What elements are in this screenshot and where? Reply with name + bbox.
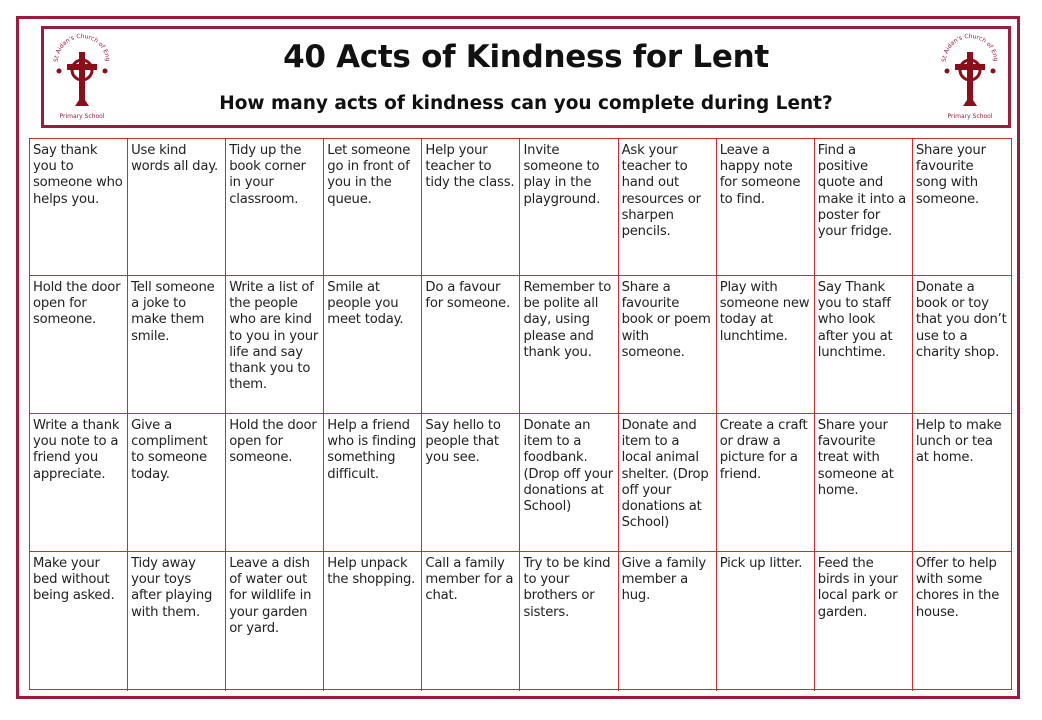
svg-text:Primary School: Primary School <box>59 113 105 120</box>
act-cell: Say thank you to someone who helps you. <box>30 139 128 276</box>
act-cell: Write a list of the people who are kind to you in your life and say thank you to them. <box>226 276 324 414</box>
act-cell: Try to be kind to your brothers or sisters. <box>520 552 618 691</box>
act-cell: Share your favourite song with someone. <box>913 139 1011 276</box>
act-cell: Offer to help with some chores in the house. <box>915 556 1000 620</box>
act-cell: Tidy away your toys after playing with them. <box>128 552 226 691</box>
act-cell: Hold the door open for someone. <box>30 276 128 414</box>
act-cell: Play with someone new today at lunchtime. <box>717 276 815 414</box>
page-title: 40 Acts of Kindness for Lent <box>283 39 769 75</box>
svg-text:St Aidan's Church of England: St Aidan's Church of Eng <box>52 32 112 63</box>
act-cell: Donate and item to a local animal shelter. (Drop off your donations at School) <box>619 414 717 552</box>
act-cell: Leave a happy note for someone to find. <box>717 139 815 276</box>
act-cell: Give a family member a hug. <box>619 552 717 691</box>
act-cell: Help a friend who is finding something difficult. <box>324 414 422 552</box>
act-cell: Feed the birds in your local park or garden. <box>815 552 913 691</box>
act-cell: Hold the door open for someone. <box>226 414 324 552</box>
act-cell: Donate an item to a foodbank. (Drop off your donations at School) <box>520 414 618 552</box>
act-cell: Share a favourite book or poem with someone. <box>619 276 717 414</box>
act-cell: Write a thank you note to a friend you appreciate. <box>30 414 128 552</box>
act-cell: Help unpack the shopping. <box>324 552 422 691</box>
page-subtitle: How many acts of kindness can you complete during Lent? <box>219 93 833 114</box>
act-cell: Share your favourite treat with someone at home. <box>815 414 913 552</box>
act-cell: Leave a dish of water out for wildlife in your garden or yard. <box>226 552 324 691</box>
school-logo-cross-icon <box>938 32 1002 122</box>
act-cell: Use kind words all day. <box>128 139 226 276</box>
act-cell: Help your teacher to tidy the class. <box>422 139 520 276</box>
svg-text:St Aidan's Church of England: St Aidan's Church of Eng <box>940 32 1000 63</box>
act-cell: Help to make lunch or tea at home. <box>913 414 1011 552</box>
acts-grid <box>29 138 1012 690</box>
act-cell: Do a favour for someone. <box>422 276 520 414</box>
act-cell: Donate a book or toy that you don’t use to a charity shop. <box>913 276 1011 414</box>
act-cell: Find a positive quote and make it into a poster for your fridge. <box>815 139 913 276</box>
act-cell: Remember to be polite all day, using please and thank you. <box>520 276 618 414</box>
act-cell: Smile at people you meet today. <box>324 276 422 414</box>
header <box>41 26 1011 128</box>
act-cell: Say hello to people that you see. <box>422 414 520 552</box>
act-cell: Give a compliment to someone today. <box>128 414 226 552</box>
act-cell: Let someone go in front of you in the queue. <box>324 139 422 276</box>
act-cell: Tidy up the book corner in your classroom. <box>226 139 324 276</box>
svg-text:Primary School: Primary School <box>947 113 993 120</box>
act-cell: Tell someone a joke to make them smile. <box>128 276 226 414</box>
act-cell: Invite someone to play in the playground. <box>520 139 618 276</box>
act-cell: Create a craft or draw a picture for a friend. <box>717 414 815 552</box>
act-cell: Make your bed without being asked. <box>30 552 128 691</box>
act-cell: Call a family member for a chat. <box>422 552 520 691</box>
act-cell: Say Thank you to staff who look after you at lunchtime. <box>815 276 913 414</box>
act-cell: Pick up litter. <box>717 552 815 691</box>
act-cell: Ask your teacher to hand out resources or sharpen pencils. <box>619 139 717 276</box>
